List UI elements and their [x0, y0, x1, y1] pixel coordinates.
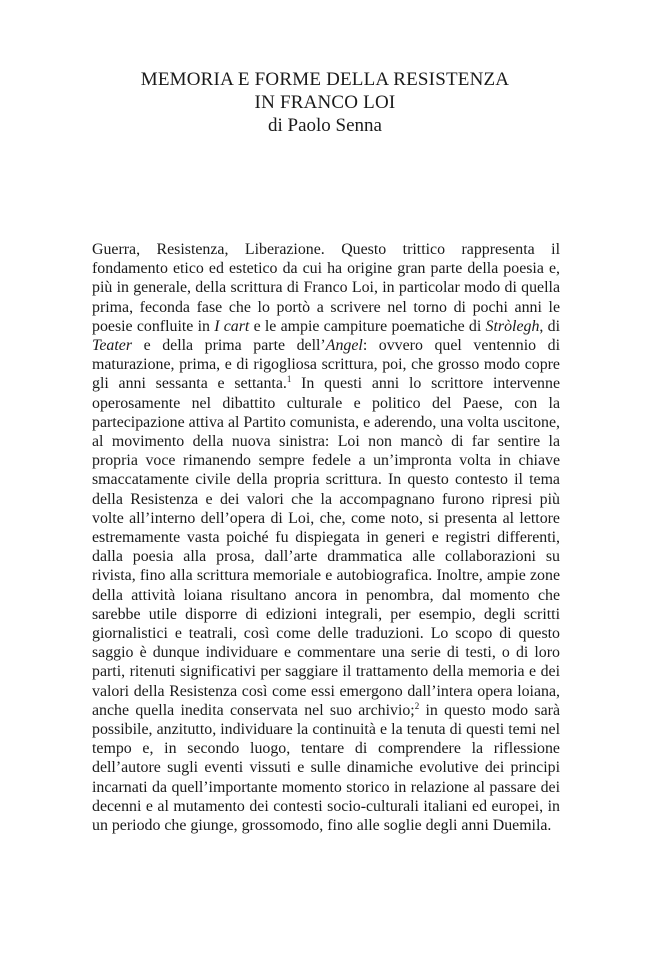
book-title-angel: Angel — [325, 337, 363, 355]
text-run: , di — [539, 317, 560, 335]
body-paragraph — [92, 240, 560, 835]
book-title-strolegh: Stròlegh — [485, 317, 540, 335]
text-run: e della prima parte dell’ — [132, 337, 326, 355]
footnote-marker-1: 1 — [286, 374, 292, 385]
page-title-line-1: MEMORIA E FORME DELLA RESISTENZA — [140, 69, 510, 90]
book-title-teater: Teater — [92, 337, 133, 355]
text-run: : ovvero quel ventennio di maturazione, prima, e di rigogliosa scrittura, poi, che grosso modo copre gli anni sessanta e settanta. — [92, 337, 560, 393]
text-run: In questi anni lo scrittore intervenne operosamente nel dibattito culturale e politico del Paese, con la partecipazione attiva al Partito comunista, e aderendo, una volta uscitone, al movimento della nuova sinistra: Loi non mancò di far sentire la propria voce rimanendo sempre fedele a un’impronta volta in chiave smaccatamente civile della propria scrittura. In questo contesto il tema della Resistenza e dei valori che la accompagnano furono ripresi più volte all’interno dell’opera di Loi, che, come noto, si presenta al lettore estremamente vasta poiché fu dispiegata in generi e registri differenti, dalla poesia alla prosa, dall’arte drammatica alle collaborazioni su rivista, fino alla scrittura memoriale e autobiografica. Inoltre, ampie zone della attività loiana risultano ancora in penombra, dal momento che sarebbe utile disporre di edizioni integrali, per esempio, degli scritti giornalistici e teatrali, così come delle traduzioni. Lo scopo di questo saggio è dunque individuare e commentare una serie di testi, o di loro parti, ritenuti significativi per saggiare il trattamento della memoria e dei valori della Resistenza così come essi emergono dall’intera opera loiana, anche quella inedita conservata nel suo archivio; — [92, 375, 560, 719]
author-byline: di Paolo Senna — [268, 115, 382, 136]
text-run: in questo modo sarà possibile, anzitutto, individuare la continuità e la tenuta di questi temi nel tempo e, in secondo luogo, tentare di comprendere la riflessione dell’autore sugli eventi vissuti e sulle dinamiche evolutive dei principi incarnati da quell’importante momento storico in relazione al passare dei decenni e al mutamento dei contesti socio-culturali italiani ed europei, in un periodo che giunge, grossomodo, fino alle soglie degli anni Duemila. — [92, 701, 560, 835]
text-run: Guerra, Resistenza, Liberazione. Questo trittico rappresenta il fondamento etico ed estetico da cui ha origine gran parte della poesia e, più in generale, della scrittura di Franco Loi, in particolar modo di quella prima, feconda fase che lo portò a scrivere nel torno di pochi anni le poesie confluite in — [92, 241, 560, 335]
title-block — [0, 68, 650, 137]
book-title-i-cart: I cart — [214, 317, 250, 335]
page-title-line-2: IN FRANCO LOI — [254, 92, 396, 113]
text-run: e le ampie campiture poematiche di — [249, 317, 486, 335]
footnote-marker-2: 2 — [414, 700, 420, 711]
